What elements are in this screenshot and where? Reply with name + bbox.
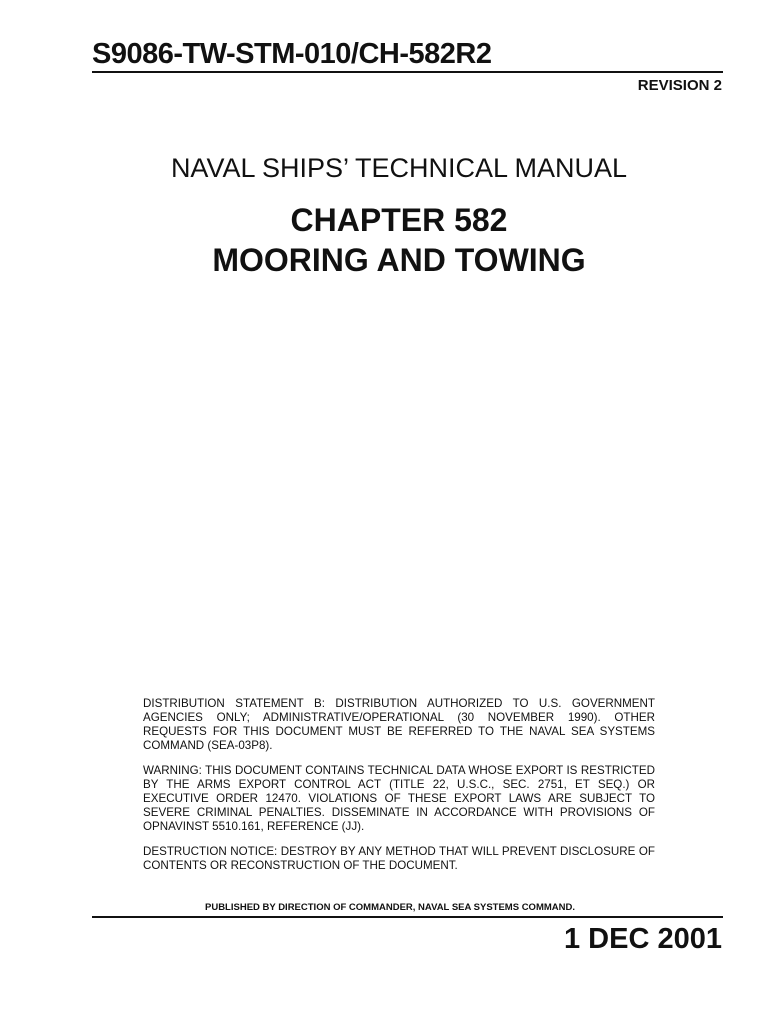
notices-block <box>143 697 655 884</box>
header-rule <box>92 71 723 73</box>
footer-rule <box>92 916 723 918</box>
chapter-subject: MOORING AND TOWING <box>212 242 586 278</box>
manual-title: NAVAL SHIPS’ TECHNICAL MANUAL <box>170 153 628 183</box>
destruction-notice: DESTRUCTION NOTICE: DESTROY BY ANY METHOD THAT WILL PREVENT DISCLOSURE OF CONTENTS OR RECONSTRUCTION OF THE DOCUMENT. <box>143 845 655 872</box>
publication-date: 1 DEC 2001 <box>564 923 722 955</box>
chapter-number: CHAPTER 582 <box>290 202 508 238</box>
revision-label: REVISION 2 <box>637 77 722 94</box>
publisher-line: PUBLISHED BY DIRECTION OF COMMANDER, NAVAL SEA SYSTEMS COMMAND. <box>205 902 575 913</box>
chapter-title <box>0 200 768 280</box>
distribution-statement: DISTRIBUTION STATEMENT B: DISTRIBUTION AUTHORIZED TO U.S. GOVERNMENT AGENCIES ONLY; ADMINISTRATIVE/OPERATIONAL (30 NOVEMBER 1990). OTHER REQUESTS FOR THIS DOCUMENT MUST BE REFERRED TO THE NAVAL SEA SYSTEMS COMMAND (SEA-03P8). <box>143 697 655 752</box>
export-warning: WARNING: THIS DOCUMENT CONTAINS TECHNICAL DATA WHOSE EXPORT IS RESTRICTED BY THE ARMS EXPORT CONTROL ACT (TITLE 22, U.S.C., SEC. 2751, ET SEQ.) OR EXECUTIVE ORDER 12470. VIOLATIONS OF THESE EXPORT LAWS ARE SUBJECT TO SEVERE CRIMINAL PENALTIES. DISSEMINATE IN ACCORDANCE WITH PROVISIONS OF OPNAVINST 5510.161, REFERENCE (JJ). <box>143 764 655 833</box>
document-number: S9086-TW-STM-010/CH-582R2 <box>92 38 492 70</box>
